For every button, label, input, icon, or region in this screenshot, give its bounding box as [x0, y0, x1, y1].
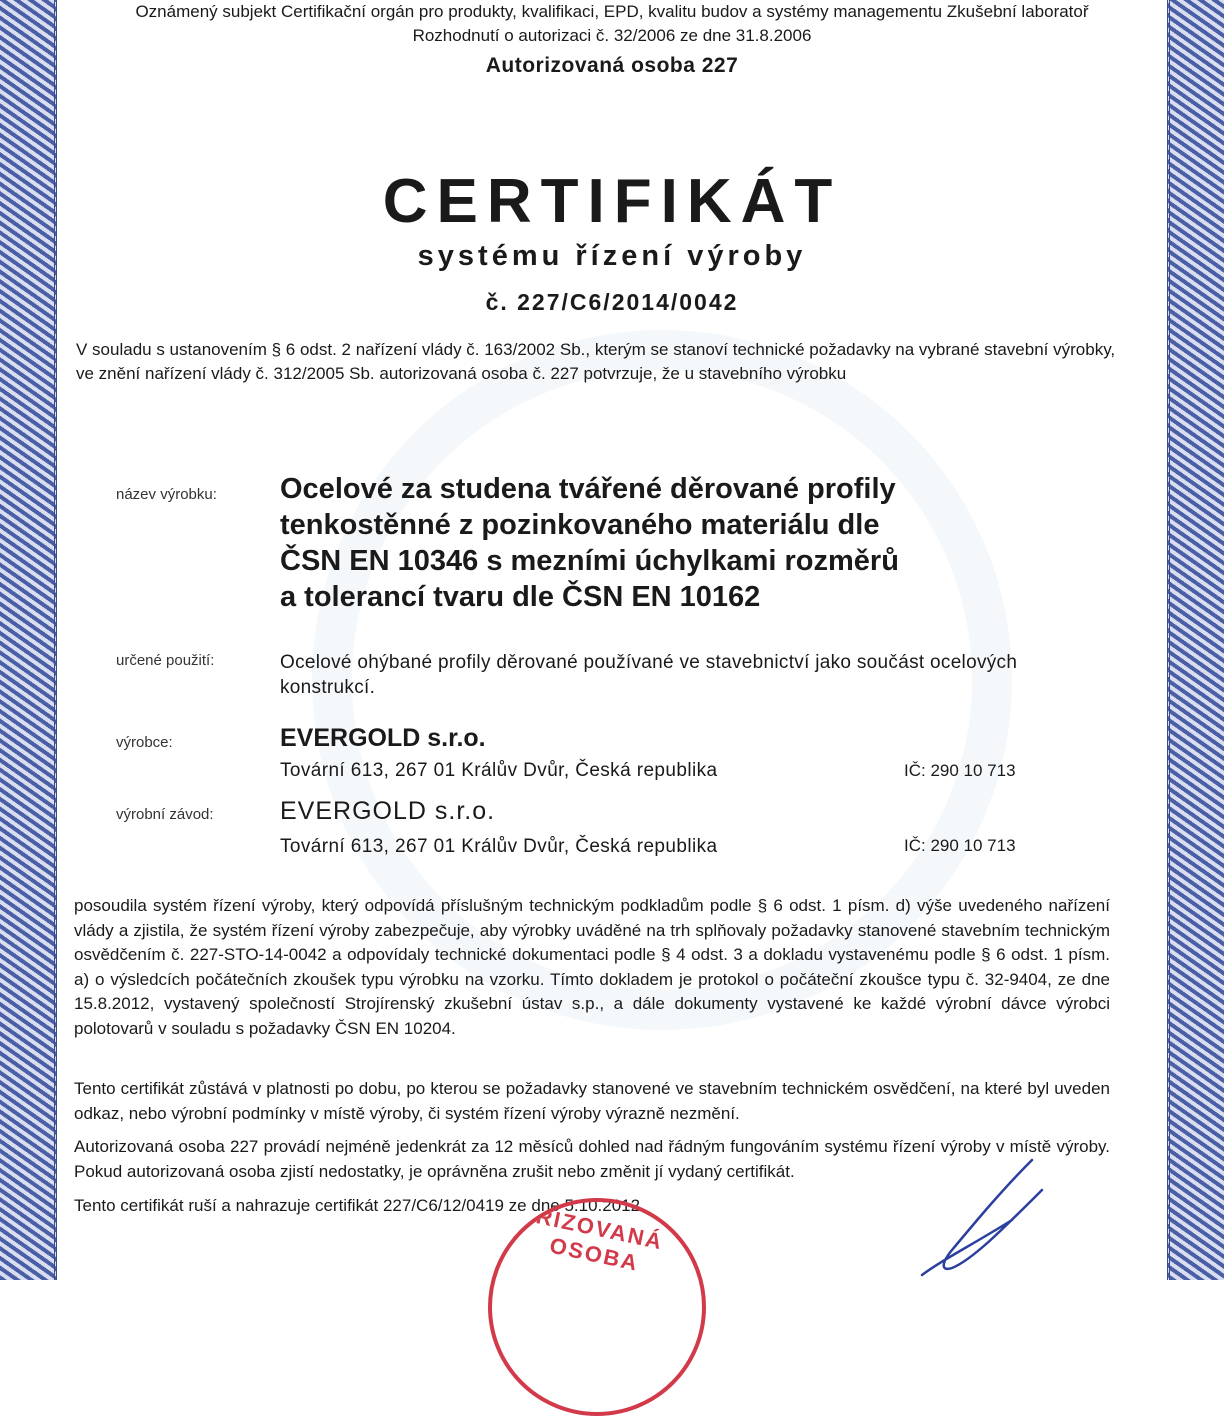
plant-name: EVERGOLD s.r.o.	[280, 797, 496, 825]
manufacturer-ic: IČ: 290 10 713	[904, 761, 1016, 780]
replacement-paragraph: Tento certifikát ruší a nahrazuje certifikát 227/C6/12/0419 ze dne 5.10.2012.	[74, 1196, 645, 1215]
use-label: určené použití:	[116, 652, 215, 669]
signature	[882, 1150, 1062, 1280]
product-line: a tolerancí tvaru dle ČSN EN 10162	[280, 581, 761, 613]
product-line: ČSN EN 10346 s mezními úchylkami rozměrů	[280, 545, 899, 577]
plant-ic: IČ: 290 10 713	[904, 836, 1016, 855]
header-line-1: Oznámený subjekt Certifikační orgán pro produkty, kvalifikaci, EPD, kvalitu budov a systémy managementu Zkušební laboratoř	[135, 2, 1089, 21]
certificate-title: CERTIFIKÁT	[382, 167, 842, 236]
stamp-text: RIZOVANÁ OSOBA	[533, 1203, 666, 1276]
intro-paragraph: V souladu s ustanovením § 6 odst. 2 nařízení vlády č. 163/2002 Sb., kterým se stanoví technické požadavky na vybrané stavební výrobky, ve znění nařízení vlády č. 312/2005 Sb. autorizovaná osoba č. 227 potvrzuje, že u stavebního výrobku	[76, 340, 1116, 383]
plant-address: Tovární 613, 267 01 Králův Dvůr, Česká republika	[280, 836, 718, 857]
header-line-2: Rozhodnutí o autorizaci č. 32/2006 ze dne 31.8.2006	[412, 26, 812, 45]
product-label: název výrobku:	[116, 486, 217, 503]
header-line-3: Autorizovaná osoba 227	[485, 54, 739, 77]
certificate-page	[62, 0, 1162, 1280]
manufacturer-label: výrobce:	[116, 734, 173, 751]
product-line: tenkostěnné z pozinkovaného materiálu dle	[280, 509, 880, 541]
product-line: Ocelové za studena tvářené děrované profily	[280, 473, 896, 505]
certificate-number: č. 227/C6/2014/0042	[485, 289, 739, 315]
use-value: Ocelové ohýbané profily děrované používané ve stavebnictví jako součást ocelových konstrukcí.	[280, 652, 1018, 698]
plant-label: výrobní závod:	[116, 806, 214, 823]
surveillance-paragraph: Autorizovaná osoba 227 provádí nejméně jedenkrát za 12 měsíců dohled nad řádným fungováním systému řízení výroby v místě výroby. Pokud autorizovaná osoba zjistí nedostatky, je oprávněna zrušit nebo změnit jí vydaný certifikát.	[74, 1137, 1110, 1181]
certificate-subtitle: systému řízení výroby	[417, 240, 807, 272]
decorative-border-left	[0, 0, 57, 1280]
assessment-paragraph: posoudila systém řízení výroby, který odpovídá příslušným technickým podkladům podle § 6 odst. 1 písm. d) výše uvedeného nařízení vlády a zjistila, že systém řízení výroby zabezpečuje, aby výrobky uváděné na trh splňovaly požadavky stanovené stavebním technickým osvědčením č. 227-STO-14-0042 a odpovídaly technické dokumentaci podle § 4 odst. 3 a dokladu vystavenému podle § 6 odst. 1 písm. a) o výsledcích počátečních zkoušek typu výrobku na vzorku. Tímto dokladem je protokol o počáteční zkoušce typu č. 32-9404, ze dne 15.8.2012, vystavený společností Strojírenský zkušební ústav s.p., a dále dokumenty vystavené ke každé výrobní dávce výrobci polotovarů v souladu s požadavky ČSN EN 10204.	[74, 896, 1110, 1038]
official-stamp	[488, 1198, 706, 1416]
product-name	[280, 471, 1060, 615]
validity-paragraph: Tento certifikát zůstává v platnosti po dobu, po kterou se požadavky stanovené ve stavebním technickém osvědčení, na které byl uveden odkaz, nebo výrobní podmínky v místě výroby, či systém řízení výroby výrazně nezmění.	[74, 1079, 1110, 1123]
decorative-border-right	[1167, 0, 1224, 1280]
manufacturer-address: Tovární 613, 267 01 Králův Dvůr, Česká republika	[280, 760, 718, 781]
manufacturer-name: EVERGOLD s.r.o.	[280, 724, 486, 752]
